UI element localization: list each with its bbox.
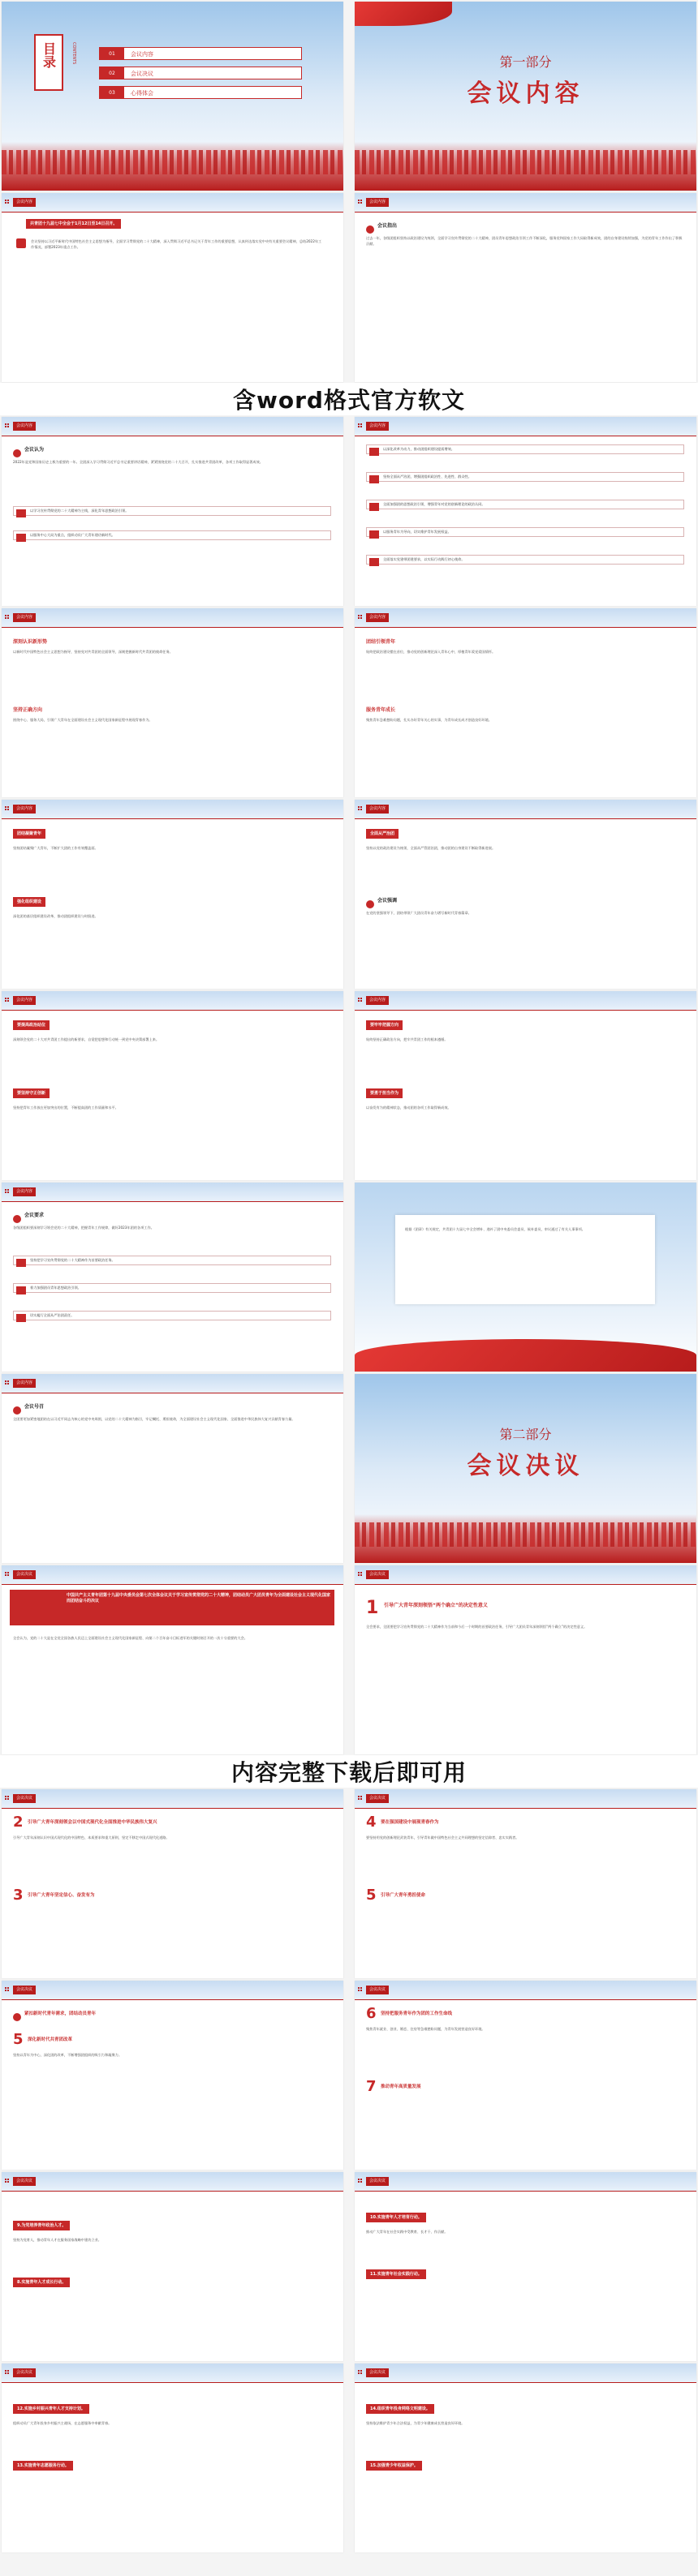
header-badge: 会议内容 bbox=[13, 613, 36, 622]
slide-toc[interactable] bbox=[2, 2, 343, 191]
slide-12-text-2: 以奋发有为的精神状态，推动团的各项工作取得新成效。 bbox=[366, 1106, 451, 1110]
header-badge: 会议决议 bbox=[13, 2177, 36, 2186]
slide-13[interactable] bbox=[2, 1183, 343, 1372]
toc-item-label: 会议决议 bbox=[131, 71, 153, 77]
toc-item-label: 心得体会 bbox=[131, 90, 153, 97]
slide-8-text-2: 聚焦青年急难愁盼问题，扎实办好青年关心的实事，为青年成长成才创造良好环境。 bbox=[366, 718, 492, 722]
row-text: 着力加强团员青年思想政治引领。 bbox=[30, 1286, 81, 1290]
slide-9[interactable] bbox=[2, 800, 343, 989]
slide-9-label-2: 强化组织建设 bbox=[13, 897, 45, 907]
slide-24-label-1: 10.实施青年人才培育行动。 bbox=[366, 2213, 426, 2222]
row-text: 坚持全面从严治团，增强团组织政治性、先进性、群众性。 bbox=[383, 474, 472, 479]
slide-9-text-1: 坚持团结凝聚广大青年，不断扩大团的工作有效覆盖面。 bbox=[13, 846, 98, 850]
seal-icon bbox=[13, 449, 21, 457]
slide-6-row bbox=[366, 472, 684, 482]
slide-9-label-1: 团结凝聚青年 bbox=[13, 829, 45, 839]
slide-5-text: 2022年是党和国家历史上极为重要的一年。全团深入学习贯彻习近平总书记重要讲话精神，紧紧围绕党的二十大召开，扎实推进共青团改革，各项工作取得显著成效。 bbox=[13, 460, 263, 464]
slide-23-text: 坚持为党育人，推动青年人才在服务国家战略中建功立业。 bbox=[13, 2238, 101, 2242]
slide-10-label: 全面从严治团 bbox=[366, 829, 399, 839]
slide-6-row bbox=[366, 527, 684, 537]
header-badge: 会议决议 bbox=[13, 2368, 36, 2377]
row-tag-icon bbox=[369, 503, 379, 511]
slide-4[interactable] bbox=[355, 193, 696, 382]
slide-20-label: 要在强国建设中展现青春作为 bbox=[381, 1820, 439, 1825]
header-badge: 会议决议 bbox=[366, 1986, 389, 1994]
slide-8[interactable] bbox=[355, 608, 696, 797]
slide-26-text: 坚持依法维护青少年合法权益，为青少年健康成长营造良好环境。 bbox=[366, 2421, 465, 2425]
slide-6-row bbox=[366, 444, 684, 454]
part2-title: 会议决议 bbox=[467, 1452, 584, 1480]
slide-11-text-1: 深刻领会党的二十大对共青团工作提出的新要求，自觉把思想和行动统一到党中央决策部署上来。 bbox=[13, 1037, 160, 1041]
toc-item-num: 01 bbox=[100, 48, 124, 59]
slide-18-text: 全会要求，全团要把学习宣传贯彻党的二十大精神作为当前和今后一个时期的首要政治任务，引导广大团员青年深刻领悟“两个确立”的决定性意义。 bbox=[366, 1625, 588, 1629]
slide-3-text: 会议坚持以习近平新时代中国特色社会主义思想为指导，全面学习贯彻党的二十大精神，深入贯彻习近平总书记关于青年工作的重要思想，认真传达落实党中央有关重要会议精神，总结2022年工作情况，部署2023年重点工作。 bbox=[31, 239, 322, 249]
header-badge: 会议决议 bbox=[13, 1570, 36, 1579]
slide-26-label-2: 15.加强青少年权益保护。 bbox=[366, 2461, 422, 2471]
slide-7-text-2: 围绕中心、服务大局，引领广大青年在全面建设社会主义现代化国家新征程中展现青春作为。 bbox=[13, 718, 153, 722]
slide-23[interactable] bbox=[2, 2172, 343, 2361]
slide-5-row bbox=[13, 530, 331, 540]
slide-21[interactable] bbox=[2, 1981, 343, 2170]
slide-13-row bbox=[13, 1283, 331, 1293]
header-badge: 会议内容 bbox=[13, 198, 36, 207]
header-badge: 会议内容 bbox=[366, 805, 389, 814]
slide-24[interactable] bbox=[355, 2172, 696, 2361]
slide-7-label-2: 坚持正确方向 bbox=[13, 707, 43, 713]
row-text: 以服务青年为导向，切实维护青年发展权益。 bbox=[383, 530, 451, 534]
header-badge: 会议决议 bbox=[366, 1794, 389, 1803]
slide-6-row bbox=[366, 500, 684, 509]
slide-26[interactable] bbox=[355, 2363, 696, 2552]
slide-7-label-1: 深刻认识新形势 bbox=[13, 639, 48, 645]
row-tag-icon bbox=[369, 475, 379, 483]
slide-12-text-1: 始终坚持正确政治方向，把牢共青团工作的根本遵循。 bbox=[366, 1037, 448, 1041]
toc-subtitle: CONTENTS bbox=[71, 42, 76, 65]
slide-4-label: 会议指出 bbox=[377, 223, 398, 229]
slide-20-num-2: 5 bbox=[366, 1887, 377, 1904]
header-badge: 会议内容 bbox=[13, 1379, 36, 1388]
slide-6[interactable] bbox=[355, 417, 696, 606]
slide-8-label-1: 团结引领青年 bbox=[366, 639, 396, 645]
row-tag-icon bbox=[16, 1286, 26, 1294]
slide-3-top-label: 共青团十九届七中全会于1月12日至14日召开。 bbox=[26, 219, 121, 229]
row-text: 切实履行全面从严治团责任。 bbox=[30, 1313, 75, 1317]
slide-24-text: 推动广大青年在社会实践中受教育、长才干、作贡献。 bbox=[366, 2230, 448, 2234]
slide-17-title: 中国共产主义青年团第十九届中央委员会第七次全体会议关于学习宣传贯彻党的二十大精神，团结动员广大团员青年为全面建设社会主义现代化国家而团结奋斗的决议 bbox=[67, 1593, 331, 1604]
slide-22-num: 6 bbox=[366, 2005, 377, 2022]
slide-14-card bbox=[395, 1215, 655, 1304]
header-badge: 会议内容 bbox=[366, 198, 389, 207]
slide-15-label: 会议号召 bbox=[24, 1404, 45, 1410]
toc-item-num: 02 bbox=[100, 67, 124, 79]
part1-kicker: 第一部分 bbox=[499, 54, 552, 70]
seal-icon bbox=[16, 238, 26, 248]
toc-item-label: 会议内容 bbox=[131, 51, 153, 58]
slide-5-row bbox=[13, 506, 331, 516]
row-tag-icon bbox=[369, 448, 379, 456]
slide-24-label-2: 11.实施青年社会实践行动。 bbox=[366, 2269, 426, 2279]
slide-11[interactable] bbox=[2, 991, 343, 1180]
slide-5-label: 会议认为 bbox=[24, 447, 45, 453]
part1-title: 会议内容 bbox=[467, 79, 584, 108]
slide-22[interactable] bbox=[355, 1981, 696, 2170]
slide-10-text-1: 坚持以党的政治建设为统领，全面从严管团治团，推动团的自身建设不断取得新进展。 bbox=[366, 846, 496, 850]
slide-25-label-1: 12.实施乡村振兴青年人才支持计划。 bbox=[13, 2404, 89, 2414]
slide-13-row bbox=[13, 1256, 331, 1265]
row-text: 以服务中心大局为重点，组织动员广大青年建功新时代。 bbox=[30, 533, 115, 537]
header-badge: 会议内容 bbox=[13, 996, 36, 1005]
header-badge: 会议决议 bbox=[13, 1986, 36, 1994]
slide-12-label-1: 要牢牢把握方向 bbox=[366, 1020, 403, 1030]
header-badge: 会议决议 bbox=[366, 2177, 389, 2186]
slide-3[interactable] bbox=[2, 193, 343, 382]
row-text: 以深化改革为动力，推动团组织建设提质增效。 bbox=[383, 447, 455, 451]
slide-21-text: 坚持以青年为中心，深化团的改革，不断增强团组织的吸引力和凝聚力。 bbox=[13, 2053, 123, 2057]
slide-22-label: 坚持把服务青年作为团的工作生命线 bbox=[381, 2011, 453, 2016]
header-badge: 会议内容 bbox=[366, 996, 389, 1005]
row-tag-icon bbox=[16, 509, 26, 517]
toc-item-1[interactable] bbox=[99, 47, 302, 60]
slide-25-text: 组织动员广大青年投身乡村振兴主战场，在志愿服务中奉献青春。 bbox=[13, 2421, 112, 2425]
slide-11-text-2: 坚持把青年工作放在更加突出的位置，不断提高团的工作质量和水平。 bbox=[13, 1106, 118, 1110]
slide-6-row bbox=[366, 555, 684, 565]
slide-17-text: 全会认为，党的二十大是在全党全国各族人民迈上全面建设社会主义现代化国家新征程、向第二个百年奋斗目标进军的关键时刻召开的一次十分重要的大会。 bbox=[13, 1636, 248, 1640]
slide-8-text-1: 始终把政治建设摆在首位，推动党的创新理论深入青年心中，厚植青年爱党爱国情怀。 bbox=[366, 650, 496, 654]
slide-12-label-2: 要勇于担当作为 bbox=[366, 1088, 403, 1098]
header-badge: 会议决议 bbox=[366, 2368, 389, 2377]
row-text: 全面落实党建带团建要求，以实际行动践行初心使命。 bbox=[383, 557, 465, 561]
toc-item-num: 03 bbox=[100, 87, 124, 98]
header-badge: 会议内容 bbox=[366, 613, 389, 622]
slide-20-num: 4 bbox=[366, 1814, 377, 1831]
seal-icon bbox=[13, 1215, 21, 1223]
part2-kicker: 第二部分 bbox=[499, 1427, 552, 1442]
slide-7[interactable] bbox=[2, 608, 343, 797]
toc-item-2[interactable] bbox=[99, 67, 302, 79]
slide-21-num: 5 bbox=[13, 2031, 24, 2048]
slide-17-title-box bbox=[10, 1590, 334, 1625]
row-text: 坚持把学习宣传贯彻党的二十大精神作为首要政治任务。 bbox=[30, 1258, 115, 1262]
header-badge: 会议内容 bbox=[13, 1187, 36, 1196]
slide-23-label-1: 9.为党培养青年政治人才。 bbox=[13, 2221, 70, 2230]
header-badge: 会议决议 bbox=[366, 1570, 389, 1579]
row-tag-icon bbox=[369, 558, 379, 566]
seal-icon bbox=[13, 2013, 21, 2021]
slide-20-text: 要坚持用党的创新理论武装青年，引导青年做中国特色社会主义共同理想的坚定信仰者、忠实实践者。 bbox=[366, 1835, 519, 1840]
slide-17[interactable] bbox=[2, 1565, 343, 1754]
slide-26-label-1: 14.组织青年投身网络文明建设。 bbox=[366, 2404, 434, 2414]
slide-18[interactable] bbox=[355, 1565, 696, 1754]
row-tag-icon bbox=[369, 530, 379, 539]
row-tag-icon bbox=[16, 1314, 26, 1322]
header-badge: 会议内容 bbox=[13, 805, 36, 814]
slide-14-text: 根据《团章》有关规定，共青团十九届七中全会增补、递补了团中央委员会委员、候补委员，审议通过了有关人事事项。 bbox=[405, 1227, 585, 1231]
toc-item-3[interactable] bbox=[99, 86, 302, 99]
slide-8-label-2: 服务青年成长 bbox=[366, 707, 396, 713]
slide-20-label-2: 引导广大青年勇担使命 bbox=[381, 1893, 426, 1898]
slide-19-label-2: 引导广大青年坚定信心、奋发有为 bbox=[28, 1893, 95, 1898]
slide-20[interactable] bbox=[355, 1789, 696, 1978]
header-badge: 会议内容 bbox=[13, 422, 36, 431]
header-badge: 会议内容 bbox=[366, 422, 389, 431]
slide-12[interactable] bbox=[355, 991, 696, 1180]
slide-22-num-2: 7 bbox=[366, 2078, 377, 2095]
slide-13-row bbox=[13, 1311, 331, 1320]
slide-22-label-2: 推动青年高质量发展 bbox=[381, 2084, 421, 2089]
slide-10[interactable] bbox=[355, 800, 696, 989]
slide-19-num-2: 3 bbox=[13, 1887, 24, 1904]
slide-22-text: 聚焦青年就业、创业、婚恋、住房等急难愁盼问题，为青年发展营造良好环境。 bbox=[366, 2027, 485, 2031]
slide-19-label: 引导广大青年深刻领会以中国式现代化全面推进中华民族伟大复兴 bbox=[28, 1820, 157, 1825]
slide-18-label: 引导广大青年深刻领悟“两个确立”的决定性意义 bbox=[384, 1603, 488, 1608]
slide-13-label: 会议要求 bbox=[24, 1213, 45, 1218]
banner-top: 含word格式官方软文 bbox=[0, 383, 698, 415]
slide-10-label-2: 会议强调 bbox=[377, 898, 398, 904]
slide-19-text: 引导广大青年深刻认识中国式现代化的中国特色、本质要求和重大原则，坚定不移走中国式现代化道路。 bbox=[13, 1835, 170, 1840]
slide-19[interactable] bbox=[2, 1789, 343, 1978]
slide-19-num: 2 bbox=[13, 1814, 24, 1831]
banner-middle: 内容完整下载后即可用 bbox=[0, 1755, 698, 1788]
row-text: 全面加强团的思想政治引领，增强青年对党的创新理论的政治认同。 bbox=[383, 502, 485, 506]
row-text: 以学习宣传贯彻党的二十大精神为主线，深化青年思想政治引领。 bbox=[30, 509, 129, 513]
seal-icon bbox=[366, 225, 374, 234]
slide-13-text: 各级团组织要深刻学习领会党的二十大精神，把握青年工作规律，做好2023年团的各项工作。 bbox=[13, 1226, 154, 1230]
slide-25-label-2: 13.实施青年志愿服务行动。 bbox=[13, 2461, 73, 2471]
seal-icon bbox=[366, 900, 374, 908]
slide-15-text: 全团要更加紧密地团结在以习近平同志为核心的党中央周围，以党的二十大精神为指引，牢记嘱托、勇担使命，为全面建设社会主义现代化国家、全面推进中华民族伟大复兴贡献青春力量。 bbox=[13, 1417, 295, 1421]
slide-part1-cover[interactable] bbox=[355, 2, 696, 191]
slide-11-label-1: 要提高政治站位 bbox=[13, 1020, 50, 1030]
slide-21-label: 紧扣新时代青年需求，团结动员青年 bbox=[24, 2011, 97, 2016]
seal-icon bbox=[13, 1406, 21, 1415]
slide-4-text: 过去一年，各级团组织坚持以政治建设为统领，全面学习宣传贯彻党的二十大精神，团员青年思想政治引领工作不断深化，服务党和国家工作大局取得新成效，团的自身建设持续加强，为党的青年工作作出了积极贡献。 bbox=[366, 236, 683, 246]
slide-11-label-2: 要坚持守正创新 bbox=[13, 1088, 50, 1098]
toc-title-box bbox=[34, 34, 63, 91]
slide-18-num: 1 bbox=[366, 1598, 379, 1618]
slide-9-text-2: 深化团的基层组织建设改革，推动团组织建设与时俱进。 bbox=[13, 914, 98, 918]
slide-part2-cover[interactable] bbox=[355, 1374, 696, 1563]
row-tag-icon bbox=[16, 1259, 26, 1267]
slide-14[interactable] bbox=[355, 1183, 696, 1372]
toc-title: 目录 bbox=[41, 42, 57, 68]
slide-5[interactable] bbox=[2, 417, 343, 606]
slide-15[interactable] bbox=[2, 1374, 343, 1563]
slide-23-label-2: 8.实施青年人才成长行动。 bbox=[13, 2278, 70, 2287]
row-tag-icon bbox=[16, 534, 26, 542]
header-badge: 会议决议 bbox=[13, 1794, 36, 1803]
slide-10-text-2: 在党的坚强领导下，团结带领广大团员青年奋力谱写新时代青春篇章。 bbox=[366, 911, 472, 915]
slide-7-text-1: 以新时代中国特色社会主义思想为指导，坚持党对共青团的全面领导，深刻把握新时代共青团的使命任务。 bbox=[13, 650, 173, 654]
slide-25[interactable] bbox=[2, 2363, 343, 2552]
slide-21-label-2: 深化新时代共青团改革 bbox=[28, 2037, 73, 2042]
